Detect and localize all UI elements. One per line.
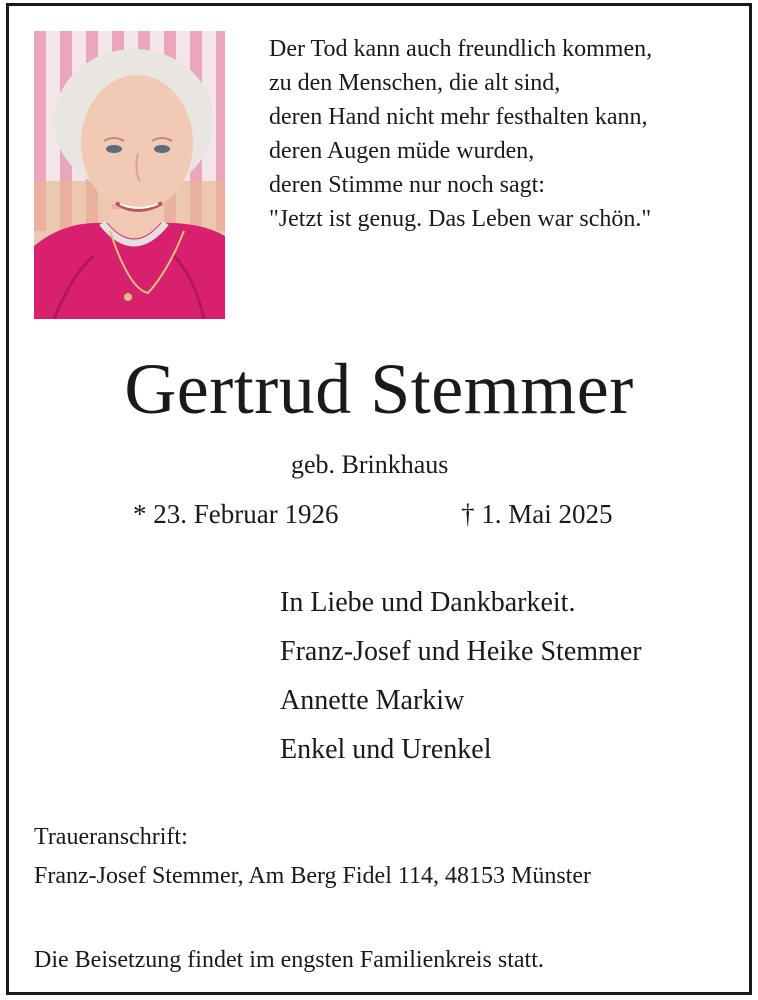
poem-line: Der Tod kann auch freundlich kommen, [269,36,653,62]
mourners-line: Enkel und Urenkel [280,734,492,765]
mourning-address-label: Traueranschrift: [34,824,188,850]
mourning-address: Franz-Josef Stemmer, Am Berg Fidel 114, 48153 Münster [34,863,591,889]
mourners-line: In Liebe und Dankbarkeit. [280,587,576,618]
mourners-line: Annette Markiw [280,685,465,716]
poem-line: zu den Menschen, die alt sind, [269,70,561,96]
poem-line: deren Stimme nur noch sagt: [269,172,545,198]
portrait-photo [34,31,225,319]
deceased-name: Gertrud Stemmer [124,349,634,429]
poem-line: "Jetzt ist genug. Das Leben war schön." [269,206,652,232]
poem [269,32,749,236]
mourners-line: Franz-Josef und Heike Stemmer [280,636,642,667]
poem-line: deren Hand nicht mehr festhalten kann, [269,104,648,130]
obituary-frame [6,3,752,995]
mourners-list [280,578,642,774]
death-date: † 1. Mai 2025 [461,499,613,529]
birth-name: geb. Brinkhaus [291,450,449,479]
birth-date: * 23. Februar 1926 [133,499,339,529]
poem-line: deren Augen müde wurden, [269,138,535,164]
funeral-note: Die Beisetzung findet im engsten Familienkreis statt. [34,947,544,973]
